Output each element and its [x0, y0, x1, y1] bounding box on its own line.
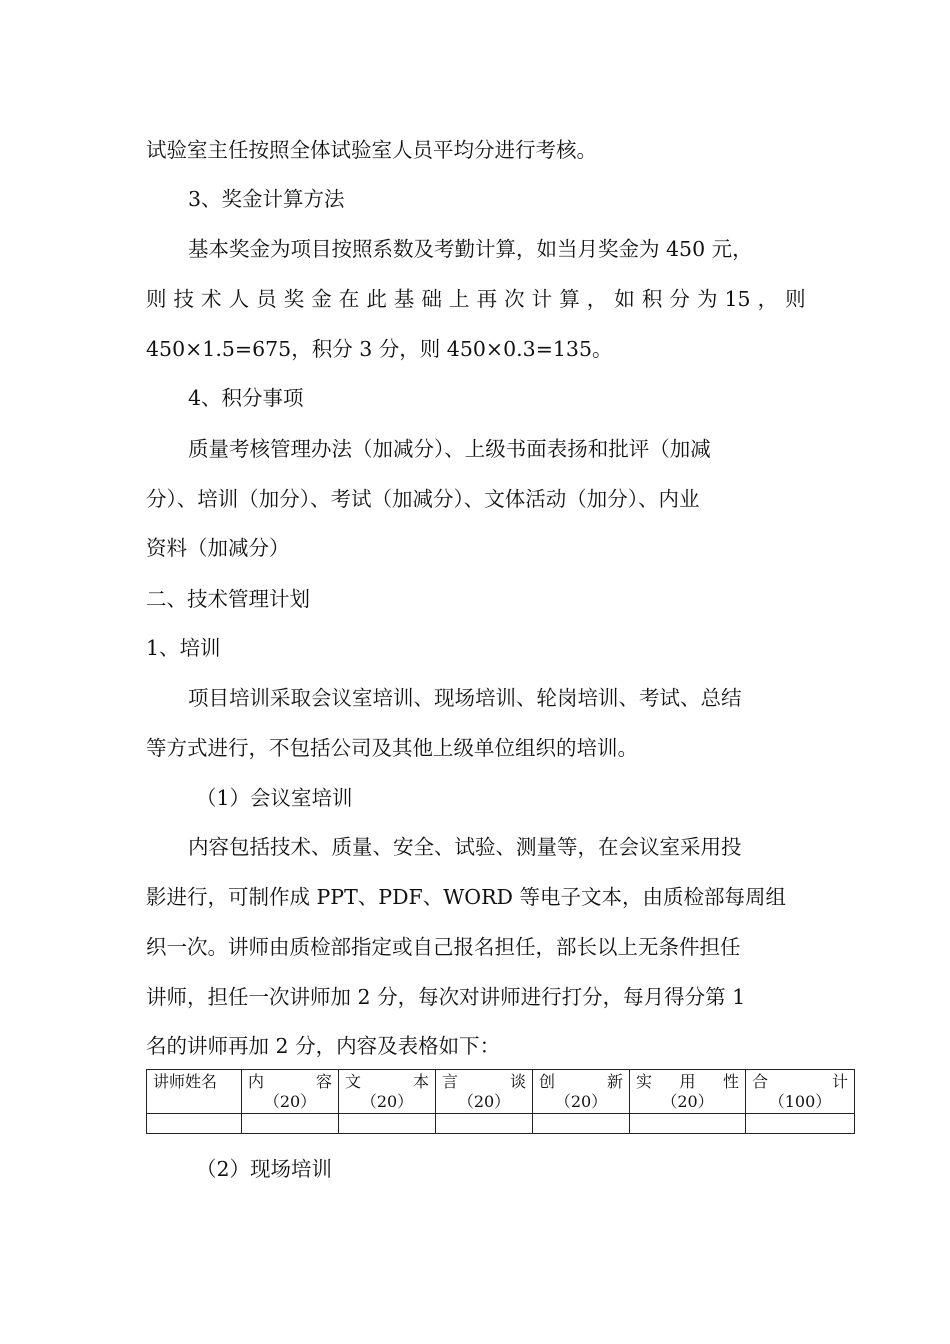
header-label-part: 用	[679, 1072, 696, 1091]
table-header-cell	[242, 1070, 339, 1114]
justified-glyph: 次	[504, 287, 525, 311]
justified-glyph: 员	[256, 287, 277, 311]
header-label-part: 谈	[509, 1072, 526, 1091]
paragraph-text: 讲师，担任一次讲师加 2 分，每次对讲师进行打分，每月得分第 1	[146, 985, 746, 1009]
justified-glyph: 分	[669, 287, 690, 311]
justified-glyph: 15	[724, 287, 751, 311]
table-cell	[630, 1114, 746, 1134]
subsection-heading: （1）会议室培训	[196, 786, 353, 810]
paragraph-text: 资料（加减分）	[146, 536, 290, 560]
justified-glyph: 如	[614, 287, 635, 311]
table-header-cell	[630, 1070, 746, 1114]
table-header-cell	[339, 1070, 436, 1114]
chapter-heading: 二、技术管理计划	[146, 587, 310, 611]
section-heading: 4、积分事项	[188, 386, 304, 410]
justified-glyph: 此	[366, 287, 387, 311]
paragraph-text: 影进行，可制作成 PPT、PDF、WORD 等电子文本，由质检部每周组	[146, 885, 786, 909]
justified-glyph: 基	[393, 287, 415, 311]
justified-glyph: 人	[228, 287, 250, 311]
header-label-part: 合	[752, 1072, 769, 1091]
table-row	[147, 1114, 855, 1134]
header-label	[539, 1072, 623, 1092]
header-label-part: 创	[539, 1072, 556, 1091]
justified-glyph: 础	[421, 287, 442, 311]
table-header-row	[147, 1070, 855, 1114]
table-cell	[436, 1114, 533, 1134]
header-label-part: 容	[315, 1072, 332, 1091]
justified-glyph: 算	[559, 287, 580, 311]
header-label-part: 实	[636, 1072, 653, 1091]
paragraph-text: 450×1.5=675，积分 3 分，则 450×0.3=135。	[146, 337, 613, 361]
table-cell	[147, 1114, 242, 1134]
header-max-score: （20）	[457, 1092, 511, 1111]
justified-glyph: 再	[476, 287, 498, 311]
header-label	[248, 1072, 332, 1092]
header-label	[345, 1072, 429, 1092]
section-heading: 1、培训	[146, 636, 221, 660]
header-label-part: 计	[831, 1072, 848, 1091]
justified-glyph: 计	[531, 287, 553, 311]
table-header-cell	[533, 1070, 630, 1114]
paragraph-text: 等方式进行，不包括公司及其他上级单位组织的培训。	[146, 736, 638, 760]
justified-glyph: ，	[586, 287, 608, 311]
justified-glyph: 则	[785, 287, 806, 311]
paragraph-text-justified	[146, 284, 806, 314]
header-label-part: 讲师姓名	[153, 1072, 218, 1091]
header-label	[752, 1072, 848, 1092]
header-label-part: 文	[345, 1072, 362, 1091]
table-cell	[746, 1114, 855, 1134]
header-max-score: （20）	[554, 1092, 608, 1111]
paragraph-text: 分）、培训（加分）、考试（加减分）、文体活动（加分）、内业	[146, 487, 700, 511]
justified-glyph: 上	[449, 287, 470, 311]
justified-glyph: 在	[338, 287, 360, 311]
header-max-score: （100）	[768, 1092, 832, 1111]
header-max-score: （20）	[263, 1092, 317, 1111]
paragraph-text: 试验室主任按照全体试验室人员平均分进行考核。	[146, 138, 597, 162]
table-header-cell	[436, 1070, 533, 1114]
header-label-part: 性	[722, 1072, 739, 1091]
table-cell	[533, 1114, 630, 1134]
subsection-heading: （2）现场培训	[196, 1157, 333, 1181]
header-max-score: （20）	[661, 1092, 714, 1111]
header-label	[442, 1072, 526, 1092]
section-heading: 3、奖金计算方法	[188, 187, 345, 211]
paragraph-text: 织一次。讲师由质检部指定或自己报名担任，部长以上无条件担任	[146, 935, 741, 959]
justified-glyph: 金	[311, 287, 332, 311]
paragraph-text: 质量考核管理办法（加减分）、上级书面表扬和批评（加减	[188, 437, 711, 461]
justified-glyph: ，	[757, 287, 779, 311]
header-label-part: 言	[442, 1072, 459, 1091]
justified-glyph: 积	[641, 287, 663, 311]
paragraph-text: 内容包括技术、质量、安全、试验、测量等，在会议室采用投	[188, 835, 742, 859]
justified-glyph: 术	[201, 287, 222, 311]
justified-glyph: 奖	[283, 287, 305, 311]
justified-glyph: 技	[173, 287, 195, 311]
justified-glyph: 则	[146, 287, 167, 311]
header-label-part: 新	[606, 1072, 623, 1091]
header-label-part: 本	[412, 1072, 429, 1091]
header-label	[153, 1072, 235, 1092]
header-label	[636, 1072, 739, 1092]
paragraph-text: 基本奖金为项目按照系数及考勤计算，如当月奖金为 450 元，	[188, 237, 753, 261]
table-header-cell	[147, 1070, 242, 1114]
lecturer-score-table	[146, 1069, 855, 1134]
paragraph-text: 项目培训采取会议室培训、现场培训、轮岗培训、考试、总结	[188, 686, 742, 710]
header-max-score: （20）	[360, 1092, 414, 1111]
paragraph-text: 名的讲师再加 2 分，内容及表格如下：	[146, 1034, 501, 1058]
table-header-cell	[746, 1070, 855, 1114]
table-cell	[242, 1114, 339, 1134]
table-cell	[339, 1114, 436, 1134]
header-label-part: 内	[248, 1072, 265, 1091]
justified-glyph: 为	[696, 287, 718, 311]
